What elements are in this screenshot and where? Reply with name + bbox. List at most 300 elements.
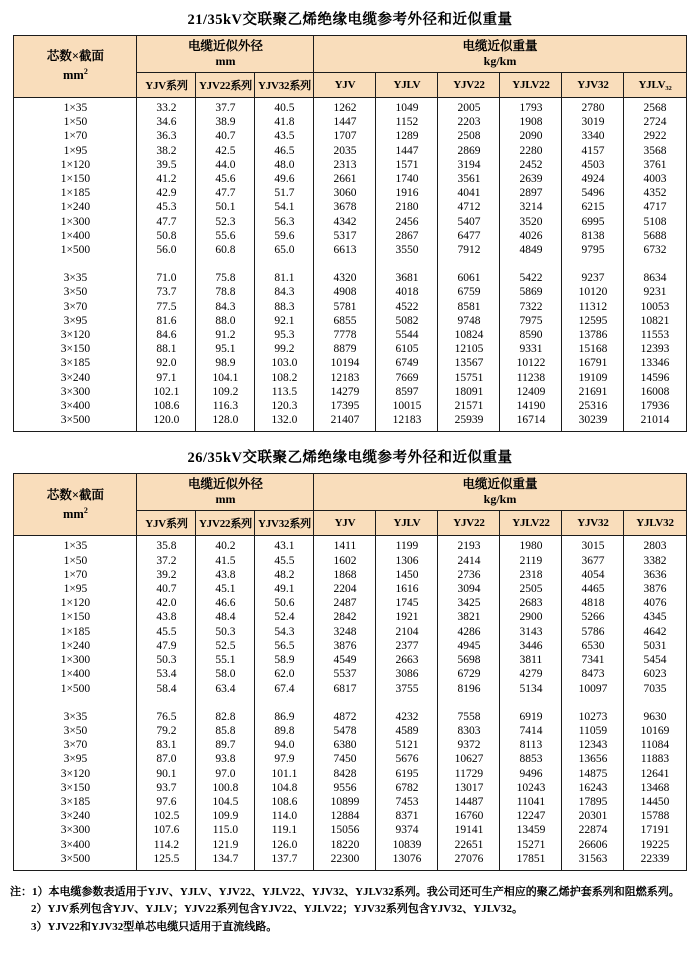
- table-row: [14, 554, 686, 568]
- column-header: YJLV: [376, 73, 438, 98]
- cell: 59.6: [255, 229, 314, 243]
- cell: 3636: [624, 568, 686, 582]
- cell: 6215: [562, 200, 624, 214]
- cell: 43.8: [137, 610, 196, 624]
- table-row: [14, 285, 686, 299]
- cell: 5537: [314, 667, 376, 681]
- weight-group-header: 电缆近似重量 kg/km: [314, 36, 686, 73]
- table-row: [14, 823, 686, 837]
- empty-cell: [500, 257, 562, 271]
- cell: 1×300: [14, 653, 137, 667]
- cell: 12105: [438, 342, 500, 356]
- cell: 11553: [624, 328, 686, 342]
- table-row: [14, 596, 686, 610]
- table-row: [14, 781, 686, 795]
- cell: 16714: [500, 413, 562, 432]
- cell: 10273: [562, 710, 624, 724]
- note-line-1: 注：1）本电缆参数表适用于YJV、YJLV、YJV22、YJLV22、YJV32、YJLV32系列。我公司还可生产相应的聚乙烯护套系列和阻燃系列。: [10, 885, 680, 898]
- cell: 10194: [314, 356, 376, 370]
- cell: 7450: [314, 752, 376, 766]
- cell: 5496: [562, 186, 624, 200]
- cell: 99.2: [255, 342, 314, 356]
- cell: 8113: [500, 738, 562, 752]
- cell: 6105: [376, 342, 438, 356]
- cell: 78.8: [196, 285, 255, 299]
- cell: 17191: [624, 823, 686, 837]
- cell: 5108: [624, 215, 686, 229]
- cell: 3×120: [14, 767, 137, 781]
- cell: 2505: [500, 582, 562, 596]
- cell: 1916: [376, 186, 438, 200]
- cell: 2119: [500, 554, 562, 568]
- cell: 22651: [438, 838, 500, 852]
- cell: 98.9: [196, 356, 255, 370]
- cell: 62.0: [255, 667, 314, 681]
- cell: 12393: [624, 342, 686, 356]
- cell: 5698: [438, 653, 500, 667]
- cell: 2414: [438, 554, 500, 568]
- table-row: [14, 200, 686, 214]
- cell: 43.5: [255, 129, 314, 143]
- cell: 9496: [500, 767, 562, 781]
- cell: 5478: [314, 724, 376, 738]
- cell: 3561: [438, 172, 500, 186]
- cell: 53.4: [137, 667, 196, 681]
- cell: 3×95: [14, 752, 137, 766]
- table-row: [14, 610, 686, 624]
- cell: 3677: [562, 554, 624, 568]
- cell: 126.0: [255, 838, 314, 852]
- cell: 38.9: [196, 115, 255, 129]
- table-row: [14, 724, 686, 738]
- cell: 31563: [562, 852, 624, 871]
- cell: 4345: [624, 610, 686, 624]
- cell: 3015: [562, 536, 624, 554]
- cell: 2803: [624, 536, 686, 554]
- cell: 19109: [562, 371, 624, 385]
- cell: 4712: [438, 200, 500, 214]
- cell: 102.5: [137, 809, 196, 823]
- empty-cell: [314, 257, 376, 271]
- cell: 104.8: [255, 781, 314, 795]
- cell: 109.2: [196, 385, 255, 399]
- cell: 4157: [562, 144, 624, 158]
- table-row: [14, 314, 686, 328]
- cell: 1×500: [14, 682, 137, 696]
- cell: 3×240: [14, 371, 137, 385]
- cell: 25939: [438, 413, 500, 432]
- cell: 4041: [438, 186, 500, 200]
- cell: 58.0: [196, 667, 255, 681]
- column-header: YJLV₃₂: [624, 73, 686, 98]
- cell: 21691: [562, 385, 624, 399]
- column-header: YJV32: [562, 511, 624, 536]
- cell: 13017: [438, 781, 500, 795]
- cell: 108.6: [137, 399, 196, 413]
- cell: 1262: [314, 98, 376, 116]
- table2-title: 26/35kV交联聚乙烯绝缘电缆参考外径和近似重量: [187, 450, 513, 467]
- cell: 3681: [376, 271, 438, 285]
- cell: 3×35: [14, 271, 137, 285]
- cell: 14450: [624, 795, 686, 809]
- cell: 97.0: [196, 767, 255, 781]
- cell: 3382: [624, 554, 686, 568]
- cell: 1980: [500, 536, 562, 554]
- cell: 1707: [314, 129, 376, 143]
- cell: 65.0: [255, 243, 314, 257]
- cell: 1×50: [14, 554, 137, 568]
- cell: 6195: [376, 767, 438, 781]
- cell: 8879: [314, 342, 376, 356]
- cell: 2203: [438, 115, 500, 129]
- cell: 10120: [562, 285, 624, 299]
- empty-cell: [500, 696, 562, 710]
- cell: 8473: [562, 667, 624, 681]
- cell: 1793: [500, 98, 562, 116]
- cell: 1×500: [14, 243, 137, 257]
- cell: 3×300: [14, 385, 137, 399]
- cell: 49.6: [255, 172, 314, 186]
- cell: 1199: [376, 536, 438, 554]
- cell: 56.5: [255, 639, 314, 653]
- cell: 3214: [500, 200, 562, 214]
- cell: 3755: [376, 682, 438, 696]
- cell: 40.7: [196, 129, 255, 143]
- cell: 11084: [624, 738, 686, 752]
- empty-cell: [562, 257, 624, 271]
- cell: 3×300: [14, 823, 137, 837]
- cell: 19225: [624, 838, 686, 852]
- table-row: [14, 852, 686, 871]
- cell: 1×120: [14, 158, 137, 172]
- cell: 87.0: [137, 752, 196, 766]
- cell: 2639: [500, 172, 562, 186]
- table-row: [14, 838, 686, 852]
- cell: 39.5: [137, 158, 196, 172]
- cell: 37.2: [137, 554, 196, 568]
- cell: 4717: [624, 200, 686, 214]
- cell: 97.6: [137, 795, 196, 809]
- cell: 115.0: [196, 823, 255, 837]
- corner-header-line2: $mm^2$: [63, 505, 88, 522]
- column-header: YJLV32: [624, 511, 686, 536]
- cell: 128.0: [196, 413, 255, 432]
- cell: 5781: [314, 300, 376, 314]
- cell: 3×150: [14, 342, 137, 356]
- cell: 48.2: [255, 568, 314, 582]
- cell: 1602: [314, 554, 376, 568]
- cell: 88.3: [255, 300, 314, 314]
- cell: 1×70: [14, 129, 137, 143]
- cell: 2683: [500, 596, 562, 610]
- cell: 47.7: [137, 215, 196, 229]
- cell: 33.2: [137, 98, 196, 116]
- cell: 88.0: [196, 314, 255, 328]
- cell: 35.8: [137, 536, 196, 554]
- table-row: [14, 582, 686, 596]
- cell: 4286: [438, 625, 500, 639]
- empty-cell: [376, 257, 438, 271]
- cell: 73.7: [137, 285, 196, 299]
- cell: 3×185: [14, 795, 137, 809]
- cell: 1306: [376, 554, 438, 568]
- cell: 4352: [624, 186, 686, 200]
- cell: 26606: [562, 838, 624, 852]
- empty-cell: [137, 696, 196, 710]
- column-header: YJV22: [438, 511, 500, 536]
- cell: 10053: [624, 300, 686, 314]
- cell: 43.8: [196, 568, 255, 582]
- cell: 6782: [376, 781, 438, 795]
- cell: 94.0: [255, 738, 314, 752]
- cell: 38.2: [137, 144, 196, 158]
- cell: 8138: [562, 229, 624, 243]
- cell: 6855: [314, 314, 376, 328]
- cell: 121.9: [196, 838, 255, 852]
- cell: 5121: [376, 738, 438, 752]
- cell: 85.8: [196, 724, 255, 738]
- table-row: [14, 229, 686, 243]
- cell: 4908: [314, 285, 376, 299]
- cell: 13468: [624, 781, 686, 795]
- empty-cell: [624, 696, 686, 710]
- cell: 4076: [624, 596, 686, 610]
- cell: 1×120: [14, 596, 137, 610]
- cell: 2313: [314, 158, 376, 172]
- cell: 58.9: [255, 653, 314, 667]
- cell: 6380: [314, 738, 376, 752]
- table-row: [14, 98, 686, 116]
- cell: 8303: [438, 724, 500, 738]
- cell: 92.1: [255, 314, 314, 328]
- cell: 79.2: [137, 724, 196, 738]
- cell: 3811: [500, 653, 562, 667]
- cell: 134.7: [196, 852, 255, 871]
- cell: 120.3: [255, 399, 314, 413]
- cell: 46.5: [255, 144, 314, 158]
- cell: 13567: [438, 356, 500, 370]
- cell: 6613: [314, 243, 376, 257]
- cell: 13076: [376, 852, 438, 871]
- table-row: [14, 682, 686, 696]
- empty-cell: [255, 696, 314, 710]
- cell: 12183: [376, 413, 438, 432]
- cell: 50.3: [196, 625, 255, 639]
- cell: 83.1: [137, 738, 196, 752]
- cell: 4642: [624, 625, 686, 639]
- cell: 7975: [500, 314, 562, 328]
- cell: 16760: [438, 809, 500, 823]
- cell: 1×185: [14, 625, 137, 639]
- cell: 8597: [376, 385, 438, 399]
- column-header: YJV32系列: [255, 511, 314, 536]
- cell: 114.0: [255, 809, 314, 823]
- cell: 25316: [562, 399, 624, 413]
- cell: 50.1: [196, 200, 255, 214]
- cell: 4018: [376, 285, 438, 299]
- cell: 54.1: [255, 200, 314, 214]
- cell: 9374: [376, 823, 438, 837]
- table-row: [14, 356, 686, 370]
- table-row: [14, 738, 686, 752]
- cell: 81.6: [137, 314, 196, 328]
- cell: 75.8: [196, 271, 255, 285]
- cell: 5786: [562, 625, 624, 639]
- cell: 19141: [438, 823, 500, 837]
- cell: 3×500: [14, 413, 137, 432]
- cell: 48.0: [255, 158, 314, 172]
- cell: 4849: [500, 243, 562, 257]
- cell: 3086: [376, 667, 438, 681]
- cell: 56.0: [137, 243, 196, 257]
- table-row: [14, 129, 686, 143]
- cell: 1289: [376, 129, 438, 143]
- table-row: [14, 413, 686, 432]
- cell: 49.1: [255, 582, 314, 596]
- cell: 10821: [624, 314, 686, 328]
- cell: 11041: [500, 795, 562, 809]
- cell: 90.1: [137, 767, 196, 781]
- cell: 10824: [438, 328, 500, 342]
- cell: 18220: [314, 838, 376, 852]
- cell: 8590: [500, 328, 562, 342]
- cell: 1447: [376, 144, 438, 158]
- cell: 2487: [314, 596, 376, 610]
- cell: 3×500: [14, 852, 137, 871]
- cell: 1×400: [14, 667, 137, 681]
- cell: 3×400: [14, 838, 137, 852]
- empty-cell: [14, 257, 137, 271]
- cell: 50.8: [137, 229, 196, 243]
- cell: 1450: [376, 568, 438, 582]
- cell: 52.4: [255, 610, 314, 624]
- cell: 45.5: [137, 625, 196, 639]
- cell: 3×50: [14, 285, 137, 299]
- table-row: [14, 625, 686, 639]
- cell: 14279: [314, 385, 376, 399]
- cell: 47.9: [137, 639, 196, 653]
- cell: 5266: [562, 610, 624, 624]
- column-header: YJV: [314, 511, 376, 536]
- cell: 3060: [314, 186, 376, 200]
- cell: 13346: [624, 356, 686, 370]
- cell: 60.8: [196, 243, 255, 257]
- cell: 3×150: [14, 781, 137, 795]
- column-header: YJV系列: [137, 73, 196, 98]
- corner-header: [14, 36, 137, 98]
- table1-title: 21/35kV交联聚乙烯绝缘电缆参考外径和近似重量: [187, 12, 513, 28]
- cell: 3821: [438, 610, 500, 624]
- cell: 14596: [624, 371, 686, 385]
- cell: 1740: [376, 172, 438, 186]
- cell: 7341: [562, 653, 624, 667]
- cell: 1×150: [14, 610, 137, 624]
- cell: 58.4: [137, 682, 196, 696]
- cell: 6995: [562, 215, 624, 229]
- cell: 88.1: [137, 342, 196, 356]
- table-row: [14, 710, 686, 724]
- table-row: [14, 568, 686, 582]
- cell: 1×185: [14, 186, 137, 200]
- table-row: [14, 144, 686, 158]
- cell: 3520: [500, 215, 562, 229]
- cell: 2452: [500, 158, 562, 172]
- cell: 8853: [500, 752, 562, 766]
- cell: 4818: [562, 596, 624, 610]
- cell: 10627: [438, 752, 500, 766]
- cell: 103.0: [255, 356, 314, 370]
- cell: 34.6: [137, 115, 196, 129]
- cell: 2842: [314, 610, 376, 624]
- column-header: YJLV: [376, 511, 438, 536]
- cell: 13459: [500, 823, 562, 837]
- cell: 12641: [624, 767, 686, 781]
- cell: 4026: [500, 229, 562, 243]
- cell: 3×400: [14, 399, 137, 413]
- od-group-header: 电缆近似外径 mm: [137, 474, 314, 511]
- cell: 45.6: [196, 172, 255, 186]
- cell: 3143: [500, 625, 562, 639]
- cell: 3425: [438, 596, 500, 610]
- table-row: [14, 300, 686, 314]
- cell: 21014: [624, 413, 686, 432]
- table-row: [14, 385, 686, 399]
- cell: 10169: [624, 724, 686, 738]
- cell: 9748: [438, 314, 500, 328]
- cell: 2736: [438, 568, 500, 582]
- cell: 86.9: [255, 710, 314, 724]
- cell: 9630: [624, 710, 686, 724]
- cell: 89.7: [196, 738, 255, 752]
- cell: 95.3: [255, 328, 314, 342]
- cell: 3340: [562, 129, 624, 143]
- table-row: [14, 328, 686, 342]
- cell: 101.1: [255, 767, 314, 781]
- cell: 45.1: [196, 582, 255, 596]
- cell: 2204: [314, 582, 376, 596]
- cell: 77.5: [137, 300, 196, 314]
- cell: 1745: [376, 596, 438, 610]
- column-header: YJV: [314, 73, 376, 98]
- table-row: [14, 215, 686, 229]
- cell: 5869: [500, 285, 562, 299]
- empty-cell: [438, 257, 500, 271]
- corner-header: [14, 474, 137, 536]
- cell: 52.5: [196, 639, 255, 653]
- cell: 13786: [562, 328, 624, 342]
- cell: 113.5: [255, 385, 314, 399]
- cell: 8634: [624, 271, 686, 285]
- cell: 3446: [500, 639, 562, 653]
- cell: 15788: [624, 809, 686, 823]
- cell: 41.8: [255, 115, 314, 129]
- cell: 3094: [438, 582, 500, 596]
- cell: 11883: [624, 752, 686, 766]
- cell: 100.8: [196, 781, 255, 795]
- cell: 40.7: [137, 582, 196, 596]
- cell: 20301: [562, 809, 624, 823]
- cell: 109.9: [196, 809, 255, 823]
- cell: 67.4: [255, 682, 314, 696]
- empty-cell: [196, 257, 255, 271]
- cell: 7453: [376, 795, 438, 809]
- cell: 3550: [376, 243, 438, 257]
- cell: 3×50: [14, 724, 137, 738]
- cell: 12247: [500, 809, 562, 823]
- cell: 10243: [500, 781, 562, 795]
- cell: 9372: [438, 738, 500, 752]
- cell: 3761: [624, 158, 686, 172]
